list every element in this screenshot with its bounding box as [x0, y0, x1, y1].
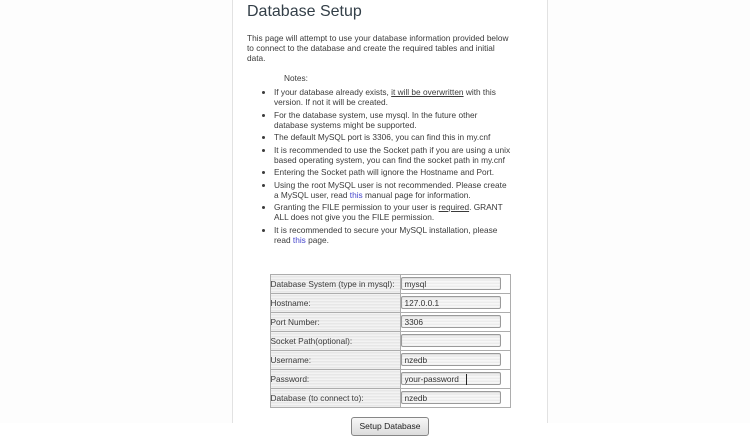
- table-row: [270, 388, 510, 407]
- database-system-label: Database System (type in mysql):: [270, 274, 400, 293]
- text-cursor: [466, 374, 467, 385]
- note-item-overwrite: • If your database already exists, it will be overwritten with this version. If not it will be created.: [274, 87, 511, 107]
- password-label: Password:: [270, 369, 400, 388]
- database-system-input[interactable]: [401, 277, 501, 290]
- table-row: [270, 274, 510, 293]
- note-item-socket-path: • It is recommended to use the Socket path if you are using a unix based operating system, you can find the socket path in my.cnf: [274, 145, 511, 165]
- username-label: Username:: [270, 350, 400, 369]
- note-item-root-user: • Using the root MySQL user is not recommended. Please create a MySQL user, read this manual page for information.: [274, 180, 511, 200]
- notes-list: [247, 87, 511, 245]
- database-name-label: Database (to connect to):: [270, 388, 400, 407]
- table-row: [270, 369, 510, 388]
- note-item-secure-install: • It is recommended to secure your MySQL installation, please read this page.: [274, 225, 511, 245]
- note-item-file-permission: • Granting the FILE permission to your user is required. GRANT ALL does not give you the FILE permission.: [274, 202, 511, 222]
- secure-mysql-link[interactable]: this: [293, 235, 306, 245]
- intro-text: This page will attempt to use your database information provided below to connect to the database and create the required tables and initial data.: [247, 33, 515, 63]
- socket-path-label: Socket Path(optional):: [270, 331, 400, 350]
- required-emphasis: required: [439, 202, 469, 212]
- hostname-label: Hostname:: [270, 293, 400, 312]
- username-input[interactable]: [401, 353, 501, 366]
- database-setup-form: [270, 274, 511, 408]
- page-title: Database Setup: [247, 2, 533, 21]
- notes-label: Notes:: [284, 73, 533, 83]
- port-number-label: Port Number:: [270, 312, 400, 331]
- note-item-socket-ignores-host: • Entering the Socket path will ignore the Hostname and Port.: [274, 167, 511, 177]
- table-row: [270, 331, 510, 350]
- socket-path-input[interactable]: [401, 334, 501, 347]
- note-item-database-system: • For the database system, use mysql. In the future other database systems might be supported.: [274, 110, 511, 130]
- content-panel: [232, 0, 548, 423]
- hostname-input[interactable]: [401, 296, 501, 309]
- overwritten-emphasis: it will be overwritten: [391, 87, 463, 97]
- setup-database-button[interactable]: Setup Database: [351, 417, 430, 436]
- submit-row: [247, 416, 533, 436]
- table-row: [270, 293, 510, 312]
- mysql-manual-link[interactable]: this: [350, 190, 363, 200]
- note-item-default-port: • The default MySQL port is 3306, you can find this in my.cnf: [274, 132, 511, 142]
- table-row: [270, 312, 510, 331]
- table-row: [270, 350, 510, 369]
- password-input[interactable]: [401, 372, 501, 385]
- database-name-input[interactable]: [401, 391, 501, 404]
- port-number-input[interactable]: [401, 315, 501, 328]
